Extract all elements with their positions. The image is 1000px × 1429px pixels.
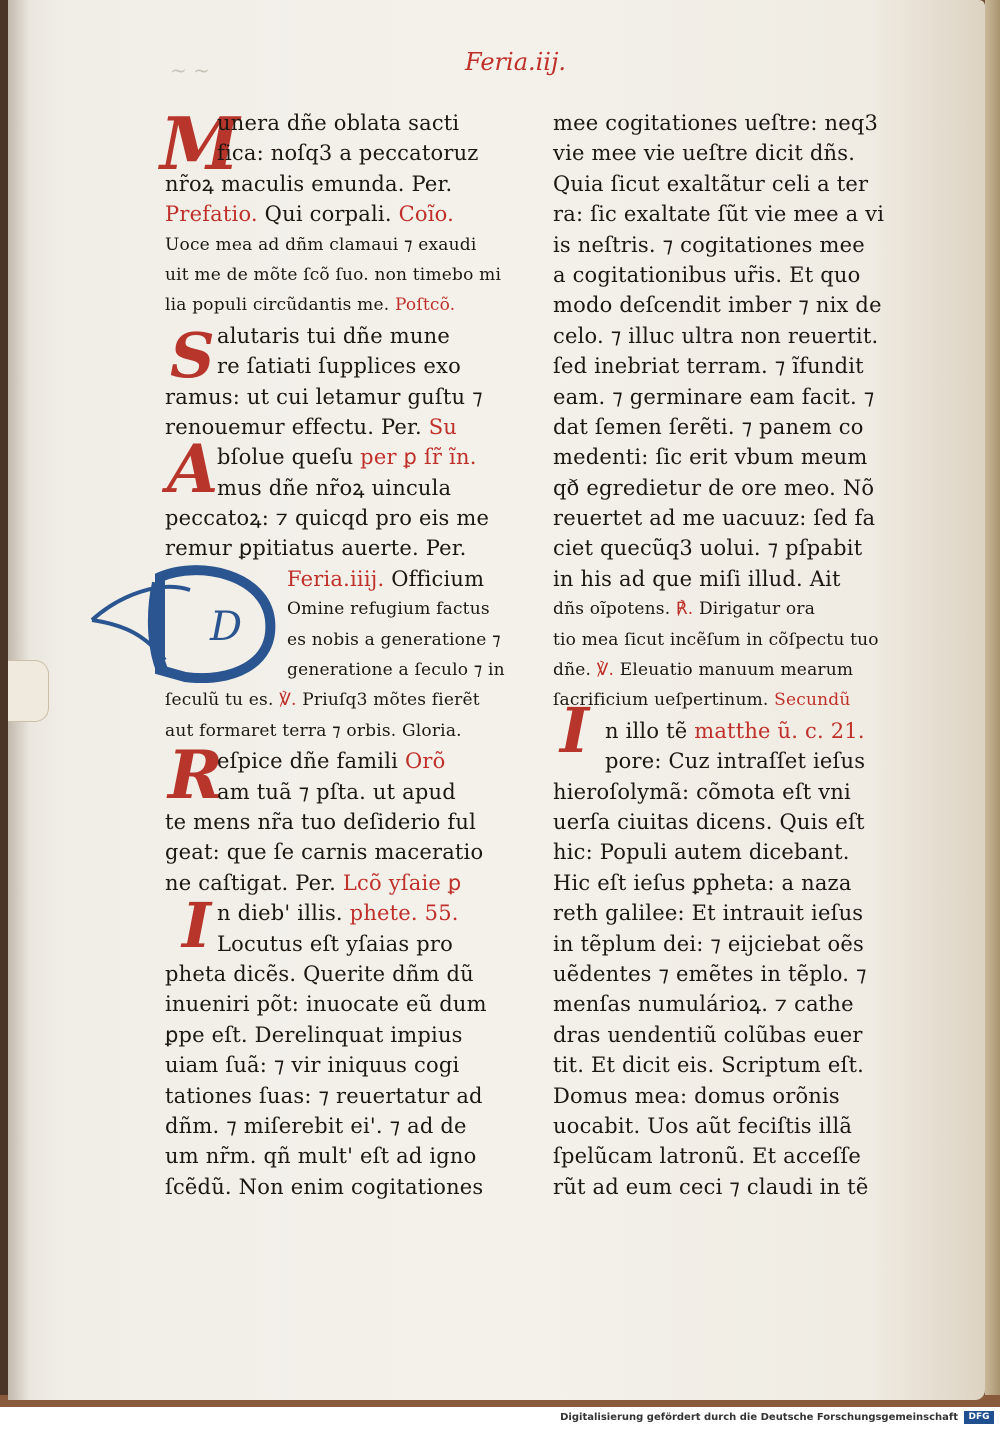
- line-text: a cogitationibus ur̃is. Et quo: [553, 262, 861, 287]
- blue-initial-letter: D: [210, 604, 243, 650]
- line-text: dñe.: [553, 660, 592, 681]
- text-line: [553, 321, 903, 351]
- line-text: mus dñe nr̃oꝝ uincula: [217, 475, 452, 500]
- text-line: [553, 1020, 903, 1050]
- text-line: [553, 290, 903, 320]
- rubric-text: Poſtcõ.: [389, 295, 456, 316]
- line-text: es nobis a generatione ⁊: [287, 629, 501, 650]
- line-text: n illo tẽ: [605, 718, 688, 743]
- line-text: uit me de mõte ſcõ ſuo. non timebo mi: [165, 264, 502, 285]
- text-line: [553, 655, 903, 685]
- text-line: [165, 442, 525, 472]
- text-line: [165, 1111, 525, 1141]
- text-line: [553, 564, 903, 594]
- text-line: [553, 716, 903, 746]
- text-line: [553, 138, 903, 168]
- line-text: eam. ⁊ germinare eam facit. ⁊: [553, 384, 875, 409]
- line-text: Omine refugium factus: [287, 599, 490, 620]
- line-after: Priuſq3 mõtes fierẽt: [296, 690, 480, 711]
- text-line: [553, 382, 903, 412]
- text-line: [553, 351, 903, 381]
- page-stack-edge: [985, 0, 1000, 1405]
- line-text: uẽdentes ⁊ emẽtes in tẽplo. ⁊: [553, 961, 867, 986]
- text-line: [165, 473, 525, 503]
- text-line: [553, 989, 903, 1019]
- line-text: n dieb' illis.: [217, 901, 343, 926]
- line-text: hieroſolymã: cõmota eſt vni: [553, 779, 851, 804]
- line-rest: Officium: [384, 566, 485, 591]
- rubric-text: Orõ: [398, 749, 446, 774]
- text-line: [165, 230, 525, 260]
- text-line: [165, 321, 525, 351]
- text-line: [165, 777, 525, 807]
- book-spine-edge: [0, 0, 8, 1405]
- text-line: [165, 625, 525, 655]
- line-text: ramus: ut cui letamur guſtu ⁊: [165, 384, 483, 409]
- line-text: Hic eſt ieſus ꝑpheta: a naza: [553, 870, 852, 895]
- text-line: [553, 959, 903, 989]
- text-line: [165, 108, 525, 138]
- text-line: [165, 898, 525, 928]
- rubric-text: matthe ũ. c. 21.: [687, 718, 865, 743]
- line-text: is neſtris. ⁊ cogitationes mee: [553, 232, 865, 257]
- rubric-text: ℣.: [591, 660, 615, 681]
- text-line: [553, 625, 903, 655]
- line-text: ſcẽdũ. Non enim cogitationes: [165, 1174, 484, 1199]
- line-text: ſeculũ tu es.: [165, 690, 274, 711]
- line-text: te mens nr̃a tuo deſiderio ful: [165, 809, 477, 834]
- line-text: tationes ſuas: ⁊ reuertatur ad: [165, 1083, 483, 1108]
- text-line: [165, 138, 525, 168]
- text-line: [165, 199, 525, 229]
- line-text: ſed inebriat terram. ⁊ ĩfundit: [553, 354, 864, 379]
- text-line: [553, 807, 903, 837]
- line-text: inueniri põt: inuocate eũ dum: [165, 992, 487, 1017]
- text-line: [553, 503, 903, 533]
- initial-s: S: [170, 319, 215, 392]
- line-text: Feria.iiij.: [287, 566, 385, 591]
- text-line: [553, 777, 903, 807]
- running-head: Feria.iij.: [465, 48, 567, 76]
- line-text: menſas numulárioꝝ. ⁊ cathe: [553, 992, 854, 1017]
- line-text: ꝑpe eſt. Derelinquat impius: [165, 1022, 463, 1047]
- line-text: remur ꝑpitiatus auerte. Per.: [165, 536, 467, 561]
- text-line: [553, 442, 903, 472]
- rubric-text: Coĩo.: [391, 202, 454, 227]
- line-text: unera dñe oblata sacti: [217, 111, 460, 135]
- line-text: fica: noſq3 a peccatoruz: [217, 141, 479, 166]
- rubric-text: phete. 55.: [342, 901, 459, 926]
- text-line: [165, 533, 525, 563]
- text-line: [165, 1081, 525, 1111]
- line-text: vie mee vie ueſtre dicit dñs.: [553, 141, 856, 166]
- text-line: [165, 412, 525, 442]
- text-line: [553, 1141, 903, 1171]
- line-text: rũt ad eum ceci ⁊ claudi in tẽ: [553, 1174, 869, 1199]
- line-after: Eleuatio manuum mearum: [614, 660, 854, 681]
- line-text: ra: ſic exaltate ſũt vie mee a vi: [553, 202, 885, 227]
- line-text: eſpice dñe famili: [217, 749, 399, 774]
- text-line: [553, 594, 903, 624]
- line-text: pore: Cuz intraſſet ieſus: [605, 749, 866, 774]
- text-line: [553, 1111, 903, 1141]
- line-text: dñm. ⁊ miſerebit ei'. ⁊ ad de: [165, 1113, 467, 1138]
- text-line: [165, 351, 525, 381]
- text-line: [165, 564, 525, 594]
- text-line: [165, 260, 525, 290]
- rubric-text: per ꝑ ſr̃ ĩn.: [353, 445, 477, 470]
- text-line: [165, 594, 525, 624]
- line-text: Prefatio.: [165, 202, 258, 227]
- line-text: Quia ſicut exaltãtur celi a ter: [553, 171, 869, 196]
- line-text: tit. Et dicit eis. Scriptum eſt.: [553, 1053, 865, 1078]
- text-line: [553, 169, 903, 199]
- text-line: [553, 1172, 903, 1202]
- text-line: [553, 1050, 903, 1080]
- text-line: [165, 290, 525, 320]
- text-line: [553, 260, 903, 290]
- text-line: [553, 685, 903, 715]
- text-line: [553, 108, 903, 138]
- line-text: reth galilee: Et intrauit ieſus: [553, 901, 864, 926]
- initial-i: I: [182, 889, 212, 962]
- line-text: tio mea ſicut incẽſum in cõſpectu tuo: [553, 629, 879, 650]
- line-text: nr̃oꝝ maculis emunda. Per.: [165, 171, 453, 196]
- line-text: modo deſcendit imber ⁊ nix de: [553, 293, 882, 318]
- text-line: [165, 382, 525, 412]
- line-text: celo. ⁊ illuc ultra non reuertit.: [553, 323, 879, 348]
- line-text: bſolue queſu: [217, 445, 354, 470]
- line-text: dras uendentiũ colũbas euer: [553, 1022, 863, 1047]
- text-line: [553, 533, 903, 563]
- text-line: [165, 1050, 525, 1080]
- line-text: um nr̃m. qñ mult' eſt ad igno: [165, 1144, 477, 1169]
- initial-t: I: [560, 694, 590, 767]
- text-line: [553, 929, 903, 959]
- text-line: [553, 199, 903, 229]
- text-line: [165, 716, 525, 746]
- line-text: peccatoꝝ: ⁊ quicqd pro eis me: [165, 506, 490, 531]
- rubric-text: Lcõ yſaie ꝑ: [336, 870, 462, 895]
- line-text: aut formaret terra ⁊ orbis. Gloria.: [165, 720, 462, 741]
- digitization-footer: [0, 1407, 1000, 1429]
- line-text: in tẽplum dei: ⁊ eijciebat oẽs: [553, 931, 864, 956]
- text-line: [553, 898, 903, 928]
- text-line: [553, 868, 903, 898]
- initial-r: R: [168, 736, 223, 814]
- text-line: [165, 1020, 525, 1050]
- line-text: hic: Populi autem dicebant.: [553, 840, 850, 865]
- text-line: [165, 1141, 525, 1171]
- line-text: geat: que ſe carnis maceratio: [165, 840, 484, 865]
- line-rest: Qui corpali.: [257, 202, 392, 227]
- line-text: uerſa ciuitas dicens. Quis eſt: [553, 809, 865, 834]
- text-line: [553, 746, 903, 776]
- text-line: [165, 685, 525, 715]
- rubric-text: Su: [421, 414, 458, 439]
- text-line: [553, 473, 903, 503]
- left-text-column: [165, 108, 525, 1202]
- line-text: Domus mea: domus orõnis: [553, 1083, 840, 1108]
- line-text: medenti: ſic erit vbum meum: [553, 445, 868, 470]
- rubric-text: Secundũ: [768, 690, 851, 711]
- text-line: [553, 230, 903, 260]
- line-text: pheta dicẽs. Querite dñm dũ: [165, 961, 474, 986]
- line-text: generatione a ſeculo ⁊ in: [287, 660, 505, 681]
- text-line: [165, 746, 525, 776]
- line-text: dat ſemen ſerẽti. ⁊ panem co: [553, 414, 864, 439]
- text-line: [553, 412, 903, 442]
- line-text: uiam ſuã: ⁊ vir iniquus cogi: [165, 1053, 460, 1078]
- text-line: [165, 655, 525, 685]
- text-line: [165, 959, 525, 989]
- line-text: am tuã ⁊ pſta. ut apud: [217, 779, 456, 804]
- faded-pencil-note: ~ ~: [170, 58, 210, 82]
- line-text: renouemur effectu. Per.: [165, 414, 422, 439]
- line-text: mee cogitationes ueſtre: neq3: [553, 111, 879, 135]
- line-text: ciet quecũq3 uolui. ⁊ pſpabit: [553, 536, 863, 561]
- footer-credit: Digitalisierung gefördert durch die Deutsche Forschungsgemeinschaft: [560, 1412, 958, 1423]
- line-text: ſacrificium ueſpertinum.: [553, 690, 769, 711]
- line-text: Uoce mea ad dñm clamaui ⁊ exaudi: [165, 234, 477, 255]
- text-line: [553, 1081, 903, 1111]
- page-tab-marker: [8, 660, 49, 722]
- text-line: [165, 169, 525, 199]
- right-text-column: [553, 108, 903, 1202]
- line-text: uocabit. Uos aũt feciſtis illã: [553, 1113, 853, 1138]
- line-text: qð egredietur de ore meo. Nõ: [553, 475, 875, 500]
- text-line: [165, 868, 525, 898]
- text-line: [165, 503, 525, 533]
- text-line: [165, 837, 525, 867]
- initial-m: M: [160, 101, 240, 186]
- line-text: alutaris tui dñe mune: [217, 323, 450, 348]
- text-line: [165, 1172, 525, 1202]
- line-text: lia populi circũdantis me.: [165, 295, 390, 316]
- rubric-text: ℣.: [273, 690, 297, 711]
- line-text: in his ad que miſi illud. Ait: [553, 566, 841, 591]
- dfg-logo: DFG: [964, 1411, 994, 1424]
- line-text: dñs oĩpotens.: [553, 599, 671, 620]
- line-text: ne caſtigat. Per.: [165, 870, 337, 895]
- line-after: Dirigatur ora: [693, 599, 816, 620]
- initial-a: A: [167, 430, 219, 508]
- rubric-text: ℟.: [670, 599, 694, 620]
- line-text: reuertet ad me uacuuz: ſed fa: [553, 506, 876, 531]
- text-line: [165, 989, 525, 1019]
- line-text: re ſatiati ſupplices exo: [217, 354, 461, 379]
- text-line: [165, 929, 525, 959]
- text-line: [165, 807, 525, 837]
- line-text: Locutus eſt yſaias pro: [217, 931, 453, 956]
- line-text: ſpelũcam latronũ. Et acceſſe: [553, 1144, 861, 1169]
- text-line: [553, 837, 903, 867]
